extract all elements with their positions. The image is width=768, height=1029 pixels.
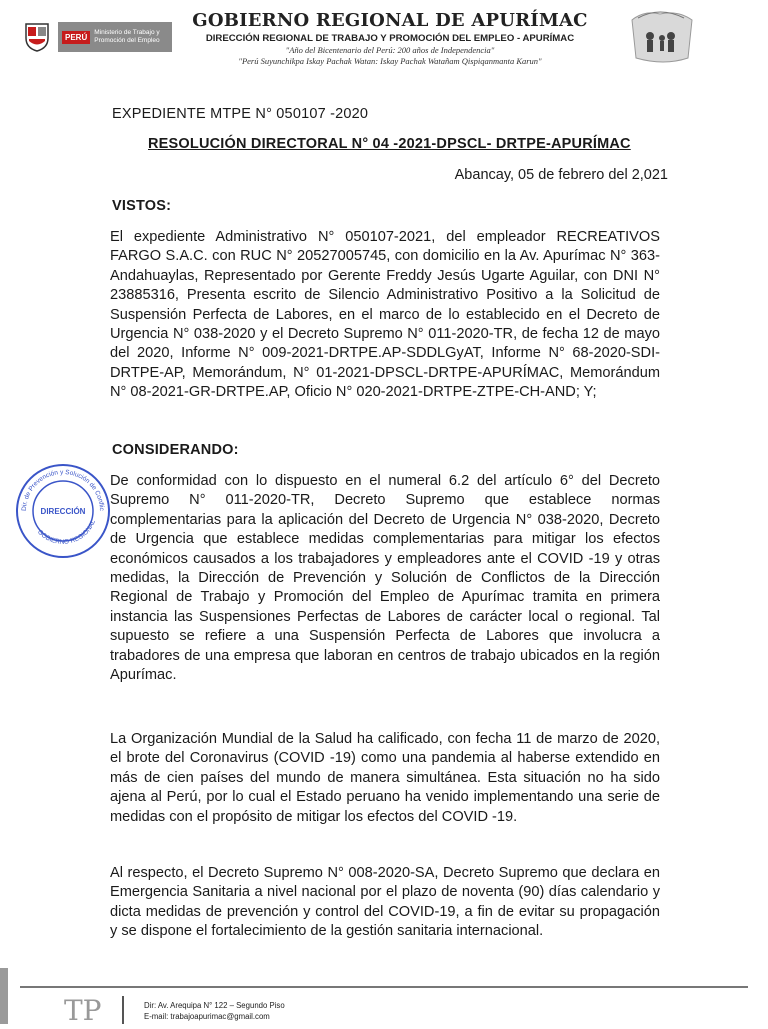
considerando-paragraph-2: La Organización Mundial de la Salud ha calificado, con fecha 11 de marzo de 2020, el brote del Coronavirus (COVID -19) como una pandemia al haberse extendido en más de cien países del mundo de manera simultánea. Esta situación no ha sido ajena al Perú, por lo cual el Estado peruano ha venido implementando una serie de medidas con el propósito de mitigar los efectos del COVID -19.	[110, 731, 660, 825]
ministry-label: Ministerio de Trabajo y Promoción del Empleo	[94, 29, 160, 44]
considerando-paragraph-3: Al respecto, el Decreto Supremo N° 008-2020-SA, Decreto Supremo que declara en Emergencia Sanitaria a nivel nacional por el plazo de noventa (90) días calendario y dicta medidas de prevención y control del COVID-19, a fin de evitar su propagación y se dispone el fortalecimiento de la gestión sanitaria internacional.	[110, 865, 660, 940]
scan-edge	[0, 968, 8, 1024]
svg-text:TP: TP	[64, 994, 102, 1024]
letterhead-subtitle: DIRECCIÓN REGIONAL DE TRABAJO Y PROMOCIÓN DEL EMPLEO - APURÍMAC	[205, 33, 575, 44]
drtpe-footer-logo	[60, 990, 134, 1024]
svg-text:Dir. de Prevención y Solución	[14, 462, 105, 512]
peru-ministry-logo	[20, 18, 168, 56]
letterhead	[180, 10, 600, 66]
document-date: Abancay, 05 de febrero del 2,021	[454, 167, 668, 183]
footer-contact	[144, 1000, 285, 1022]
considerando-heading: CONSIDERANDO:	[112, 442, 239, 458]
vistos-paragraph: El expediente Administrativo N° 050107-2021, del empleador RECREATIVOS FARGO S.A.C. con RUC N° 20527005745, con domicilio en la Av. Apurímac N° 363-Andahuaylas, Representado por Gerente Freddy Jesús Ugarte Aguilar, con DNI N° 23885316, Presenta escrito de Silencio Administrativo Positivo a la Solicitud de Suspensión Perfecta de Labores, en el marco de lo establecido en el Decreto de Urgencia N° 038-2020 y el Decreto Supremo N° 011-2020-TR, de fecha 12 de mayo del 2020, Informe N° 009-2021-DRTPE.AP-SDDLGyAT, Informe N° 68-2020-SDI-DRTPE-AP, Memorándum, N° 01-2021-DPSCL-DRTPE-APURÍMAC, Memorándum N° 08-2021-GR-DRTPE.AP, Oficio N° 020-2021-DRTPE-ZTPE-CH-AND; Y;	[110, 229, 660, 401]
svg-text:GOBIERNO REGIONAL	[36, 519, 97, 546]
footer-email: E-mail: trabajoapurimac@gmail.com	[144, 1012, 270, 1021]
footer-divider	[20, 986, 748, 988]
considerando-paragraph-1: De conformidad con lo dispuesto en el numeral 6.2 del artículo 6° del Decreto Supremo N° 011-2020-TR, Decreto Supremo que establece normas complementarias para la aplicación del Decreto de Urgencia N° 038-2020, Decreto de Urgencia que establece medidas complementarias para mitigar los efectos económicos causados a los trabajadores y empleadores ante el COVID -19 y otras medidas, la Dirección de Prevención y Solución de Conflictos de la Dirección Regional de Trabajo y Promoción del Empleo de Apurímac tramita en primera instancia las Suspensiones Perfectas de Labores de carácter local o regional. Tal supuesto se refiere a una Suspensión Perfecta de Labores que involucra a trabadores de una empresa que laboran en centros de trabajo ubicados en la región Apurímac.	[110, 473, 660, 684]
peru-shield-icon	[20, 20, 54, 54]
quechua-motto: "Perú Suyunchikpa Iskay Pachak Watan: Iskay Pachak Watañam Qispiqanmanta Karun"	[238, 56, 542, 66]
resolution-title: RESOLUCIÓN DIRECTORAL N° 04 -2021-DPSCL- DRTPE-APURÍMAC	[148, 136, 631, 152]
vistos-heading: VISTOS:	[112, 198, 172, 214]
seal-bottom-text: GOBIERNO REGIONAL	[35, 519, 98, 546]
country-label: PERÚ	[62, 31, 90, 44]
footer-address: Dir: Av. Arequipa N° 122 – Segundo Piso	[144, 1001, 285, 1010]
expediente-number: EXPEDIENTE MTPE N° 050107 -2020	[112, 106, 369, 122]
ministry-banner	[58, 22, 172, 52]
seal-center-text: DIRECCIÓN	[40, 507, 86, 516]
letterhead-title: GOBIERNO REGIONAL DE APURÍMAC	[192, 10, 588, 31]
seal-outer-text: Dir. de Prevención y Solución de Conflic	[20, 468, 106, 512]
year-motto: "Año del Bicentenario del Perú: 200 años de Independencia"	[285, 45, 495, 55]
apurimac-regional-logo	[624, 6, 698, 72]
official-seal	[14, 462, 112, 560]
